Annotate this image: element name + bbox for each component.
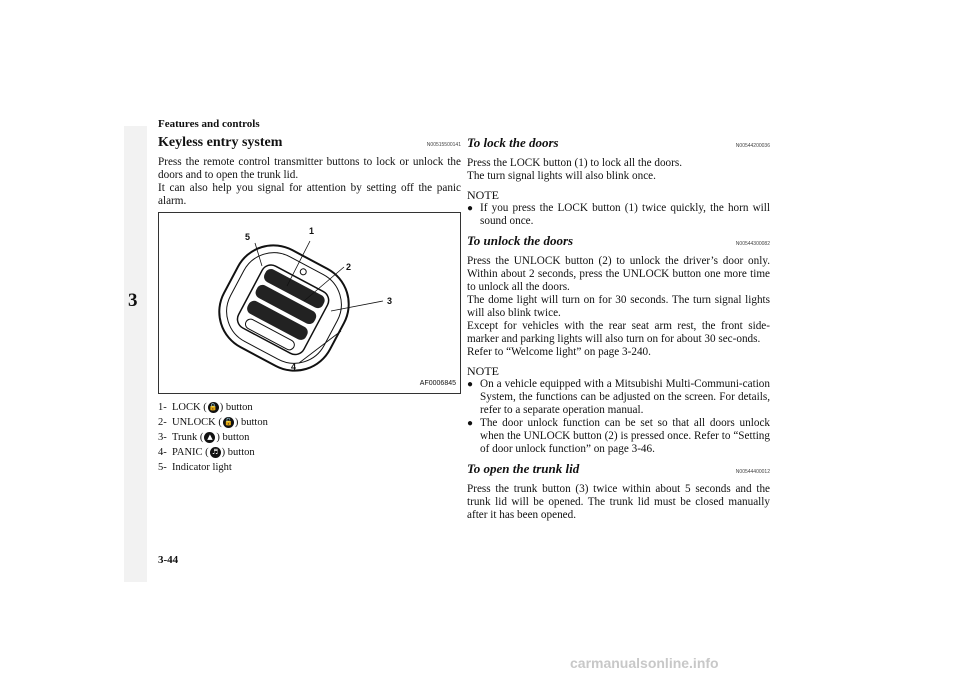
right-column bbox=[467, 136, 770, 522]
chapter-number: 3 bbox=[128, 290, 138, 311]
callout-4: 4 bbox=[291, 362, 297, 372]
unlock-paragraph-4: Refer to “Welcome light” on page 3-240. bbox=[467, 346, 651, 358]
section-title-row bbox=[158, 136, 461, 152]
unlock-note-2: ● The door unlock function can be set so that all doors unlock when the UNLOCK button (2) is pressed once. Refer to “Setting of door unlock function” on page 3-46. bbox=[467, 417, 770, 455]
trunk-icon: ▲ bbox=[204, 432, 215, 443]
lock-title: To lock the doors bbox=[467, 135, 559, 150]
callout-3: 3 bbox=[387, 296, 393, 306]
callout-2: 2 bbox=[346, 262, 352, 272]
trunk-paragraph-1: Press the trunk button (3) twice within about 5 seconds and the trunk lid will be opened. The trunk lid must be closed manually after it has been opened. bbox=[467, 483, 770, 521]
chapter-tab bbox=[124, 126, 147, 582]
legend-item: 3- Trunk ( ▲ ) button bbox=[158, 432, 250, 443]
lock-paragraph-2: The turn signal lights will also blink once. bbox=[467, 170, 656, 182]
lock-paragraph-1: Press the LOCK button (1) to lock all the doors. bbox=[467, 157, 683, 169]
legend-item: 1- LOCK ( 🔒 ) button bbox=[158, 402, 253, 413]
running-header: Features and controls bbox=[158, 118, 260, 130]
intro-paragraph-2: It can also help you signal for attention by setting off the panic alarm. bbox=[158, 182, 461, 207]
lock-note-label: NOTE bbox=[467, 188, 499, 202]
section-title: Keyless entry system bbox=[158, 135, 283, 150]
watermark: carmanualsonline.info bbox=[570, 655, 719, 671]
bullet-icon: ● bbox=[467, 418, 474, 429]
figure-code: AF0006845 bbox=[419, 380, 456, 387]
unlock-code: N00544300082 bbox=[735, 241, 770, 247]
page-number: 3-44 bbox=[158, 554, 179, 566]
key-fob-illustration bbox=[159, 213, 460, 393]
legend-item: 2- UNLOCK ( 🔓 ) button bbox=[158, 417, 268, 428]
lock-icon: 🔒 bbox=[208, 403, 218, 411]
bullet-icon: ● bbox=[467, 203, 474, 214]
unlock-title: To unlock the doors bbox=[467, 233, 574, 248]
unlock-note-1: ● On a vehicle equipped with a Mitsubishi Multi-Communi-cation System, the functions can be adjusted on the screen. For details, refer to a separate operation manual. bbox=[467, 378, 770, 416]
figure-legend bbox=[158, 400, 461, 475]
unlock-note-label: NOTE bbox=[467, 364, 499, 378]
lock-note-1: ● If you press the LOCK button (1) twice quickly, the horn will sound once. bbox=[467, 202, 770, 227]
trunk-code: N00544400012 bbox=[735, 469, 770, 475]
panic-icon: ♬ bbox=[210, 447, 221, 458]
bullet-icon: ● bbox=[467, 379, 474, 390]
legend-item: 4- PANIC ( ♬ ) button bbox=[158, 447, 255, 458]
trunk-title-row bbox=[467, 462, 770, 479]
lock-title-row bbox=[467, 136, 770, 153]
callout-5: 5 bbox=[245, 232, 251, 242]
section-code: N00515500141 bbox=[426, 142, 461, 148]
key-fob-figure bbox=[158, 212, 461, 394]
lock-code: N00544200036 bbox=[735, 143, 770, 149]
unlock-icon: 🔓 bbox=[224, 418, 233, 426]
unlock-paragraph-1: Press the UNLOCK button (2) to unlock the driver’s door only. Within about 2 seconds, press the UNLOCK button one more time to unlock all the doors. bbox=[467, 255, 770, 293]
legend-item: 5- Indicator light bbox=[158, 462, 232, 473]
callout-1: 1 bbox=[309, 226, 315, 236]
unlock-paragraph-3: Except for vehicles with the rear seat arm rest, the front side-marker and parking lights will also turn on for about 30 sec-onds. bbox=[467, 320, 770, 345]
left-column bbox=[158, 136, 461, 475]
unlock-paragraph-2: The dome light will turn on for 30 seconds. The turn signal lights will also blink twice. bbox=[467, 294, 770, 319]
unlock-title-row bbox=[467, 234, 770, 251]
intro-paragraph-1: Press the remote control transmitter buttons to lock or unlock the doors and to open the trunk lid. bbox=[158, 156, 461, 181]
trunk-title: To open the trunk lid bbox=[467, 461, 580, 476]
